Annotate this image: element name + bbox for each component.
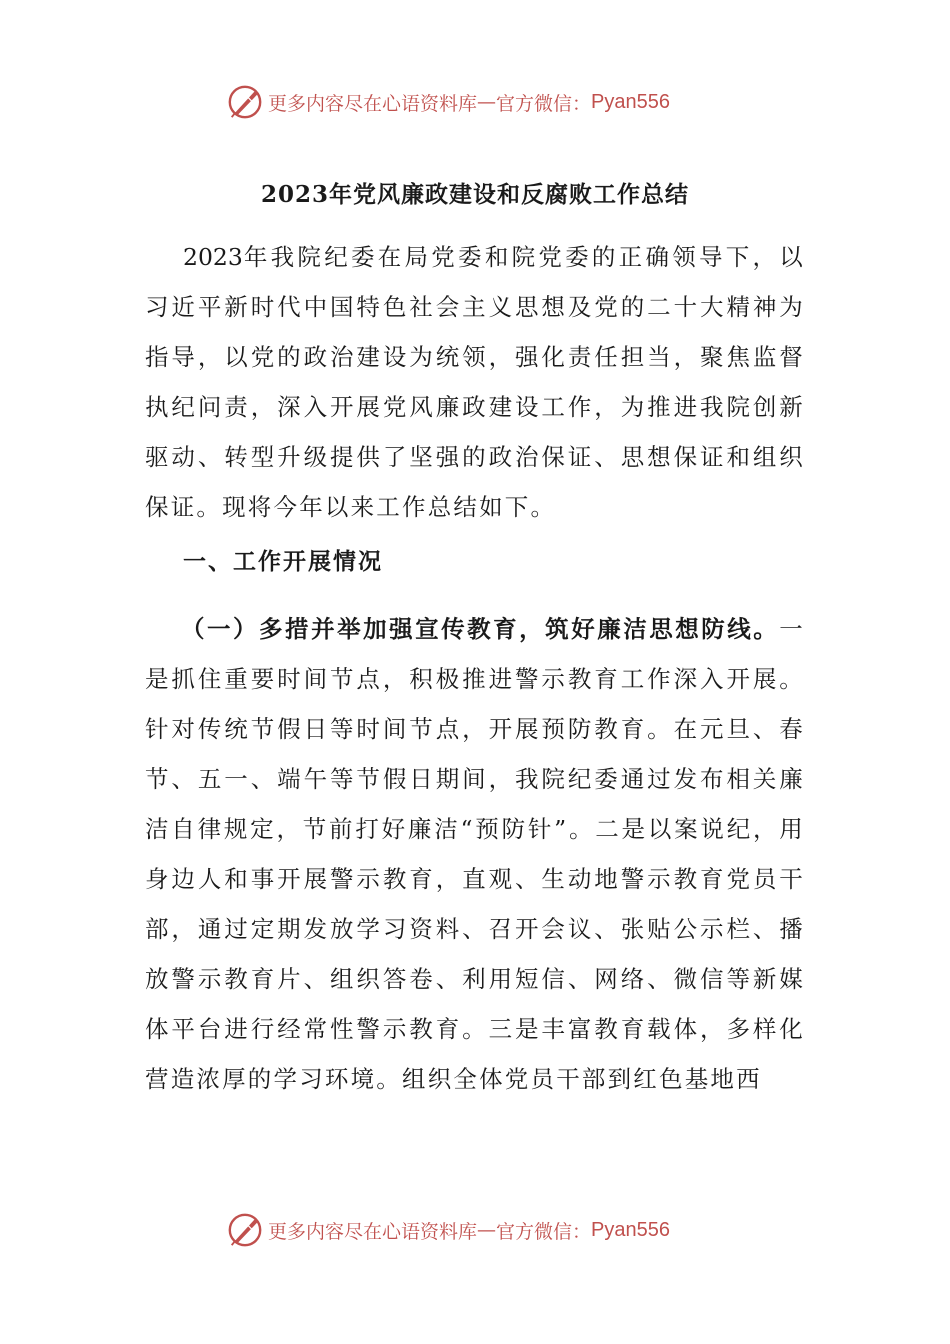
header-banner: [226, 82, 670, 122]
banner-official-label: 官方微信：: [496, 1220, 592, 1243]
subsection-paragraph: [145, 604, 805, 1104]
quill-pen-logo-icon: [226, 83, 264, 121]
banner-dash: —: [477, 91, 497, 113]
banner-official-label: 官方微信：: [496, 92, 592, 115]
document-title: 2023年党风廉政建设和反腐败工作总结: [260, 181, 689, 208]
banner-brand-text: 更多内容尽在心语资料库: [268, 92, 478, 115]
subsection-heading: （一）多措并举加强宣传教育，筑好廉洁思想防线。: [181, 615, 780, 643]
banner-wechat-id: Pyan556: [591, 90, 670, 113]
banner-dash: —: [477, 1219, 497, 1241]
intro-text: 年我院纪委在局党委和院党委的正确领导下，以习近平新时代中国特色社会主义思想及党的二十大精神为指导，以党的政治建设为统领，强化责任担当，聚焦监督执纪问责，深入开展党风廉政建设工作，为推进我院创新驱动、转型升级提供了坚强的政治保证、思想保证和组织保证。现将今年以来工作总结如下。: [145, 243, 805, 521]
banner-brand-text: 更多内容尽在心语资料库: [268, 1220, 478, 1243]
intro-paragraph: [145, 232, 805, 532]
banner-wechat-id: Pyan556: [591, 1218, 670, 1241]
intro-year: 2023: [183, 243, 243, 271]
quill-pen-logo-icon: [226, 1211, 264, 1249]
section-heading: 一、工作开展情况: [183, 549, 383, 575]
footer-banner: [226, 1210, 670, 1250]
subsection-text: 一是抓住重要时间节点，积极推进警示教育工作深入开展。针对传统节假日等时间节点，开展预防教育。在元旦、春节、五一、端午等节假日期间，我院纪委通过发布相关廉洁自律规定，节前打好廉洁“预防针”。二是以案说纪，用身边人和事开展警示教育，直观、生动地警示教育党员干部，通过定期发放学习资料、召开会议、张贴公示栏、播放警示教育片、组织答卷、利用短信、网络、微信等新媒体平台进行经常性警示教育。三是丰富教育载体，多样化营造浓厚的学习环境。组织全体党员干部到红色基地西: [145, 615, 805, 1093]
